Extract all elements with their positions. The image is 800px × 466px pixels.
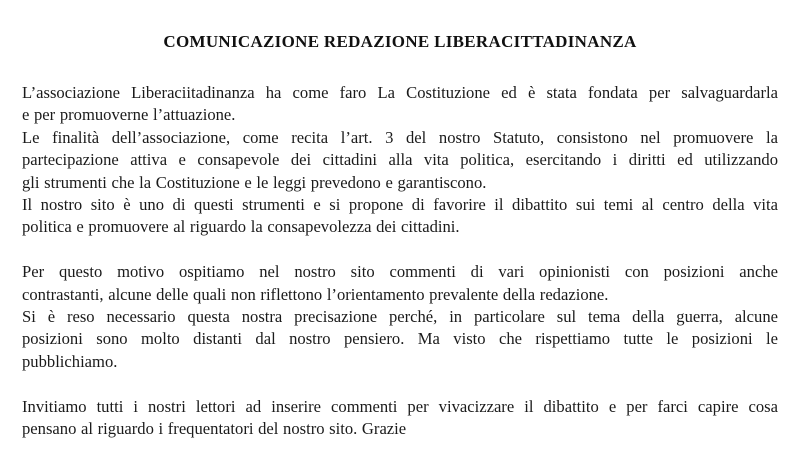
text-line: Invitiamo tutti i nostri lettori ad inserire commenti per vivacizzare il dibattito e per farci capire cosa [22, 396, 778, 416]
text-line: pubblichiamo. [22, 351, 118, 371]
text-line: L’associazione Liberaciitadinanza ha come faro La Costituzione ed è stata fondata per salvaguardarla [22, 83, 778, 102]
text-line: e per promuoverne l’attuazione. [22, 105, 236, 125]
document-title: COMUNICAZIONE REDAZIONE LIBERACITTADINANZA [163, 32, 637, 51]
text-line: Il nostro sito è uno di questi strumenti e si propone di favorire il dibattito sui temi al centro della vita [22, 195, 778, 215]
text-line: contrastanti, alcune delle quali non riflettono l’orientamento prevalente della redazione. [22, 284, 609, 304]
text-line: partecipazione attiva e consapevole dei cittadini alla vita politica, esercitando i diritti ed utilizzando [22, 150, 778, 170]
text-line: pensano al riguardo i frequentatori del nostro sito. Grazie [22, 419, 407, 439]
text-line: gli strumenti che la Costituzione e le leggi prevedono e garantiscono. [22, 172, 487, 192]
text-line: Per questo motivo ospitiamo nel nostro sito commenti di vari opinionisti con posizioni anche [22, 262, 778, 282]
text-line: posizioni sono molto distanti dal nostro pensiero. Ma visto che rispettiamo tutte le posizioni le [22, 329, 778, 349]
paragraph-block-2 [22, 261, 778, 373]
text-line: Si è reso necessario questa nostra precisazione perché, in particolare sul tema della guerra, alcune [22, 307, 778, 327]
paragraph-block-1 [22, 82, 778, 239]
paragraph-block-3 [22, 396, 778, 441]
text-line: politica e promuovere al riguardo la consapevolezza dei cittadini. [22, 217, 460, 237]
text-line: Le finalità dell’associazione, come recita l’art. 3 del nostro Statuto, consistono nel promuovere la [22, 127, 778, 147]
